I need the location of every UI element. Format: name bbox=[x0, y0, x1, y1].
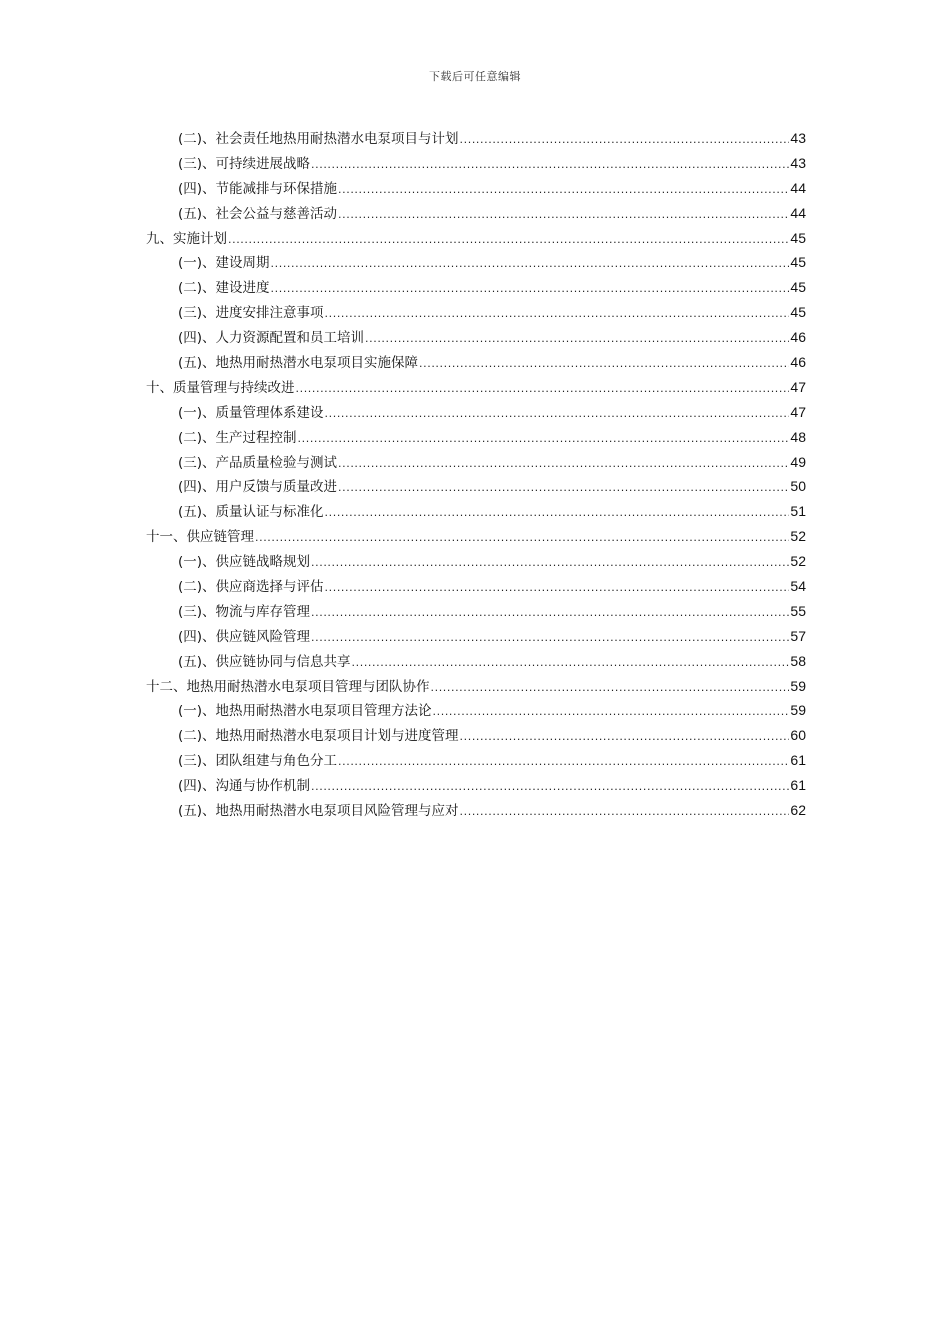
toc-section-entry[interactable] bbox=[146, 350, 806, 375]
toc-entry-page-number: 58 bbox=[790, 652, 806, 669]
toc-entry-label: (四)、人力资源配置和员工培训 bbox=[178, 330, 365, 347]
toc-dot-leader bbox=[338, 452, 789, 477]
toc-dot-leader bbox=[325, 302, 790, 327]
toc-dot-leader bbox=[419, 352, 789, 377]
toc-dot-leader bbox=[255, 526, 789, 551]
toc-entry-label: (一)、供应链战略规划 bbox=[178, 554, 311, 571]
toc-section-entry[interactable] bbox=[146, 748, 806, 773]
toc-entry-page-number: 52 bbox=[790, 528, 806, 545]
toc-section-entry[interactable] bbox=[146, 250, 806, 275]
toc-entry-page-number: 47 bbox=[790, 403, 806, 420]
toc-entry-page-number: 45 bbox=[790, 304, 806, 321]
toc-dot-leader bbox=[271, 277, 790, 302]
toc-dot-leader bbox=[460, 800, 790, 825]
toc-chapter-entry[interactable] bbox=[146, 375, 806, 400]
toc-entry-page-number: 61 bbox=[790, 777, 806, 794]
toc-dot-leader bbox=[311, 153, 789, 178]
toc-section-entry[interactable] bbox=[146, 151, 806, 176]
toc-entry-page-number: 45 bbox=[790, 229, 806, 246]
toc-entry-label: (五)、社会公益与慈善活动 bbox=[178, 205, 338, 222]
toc-entry-label: (二)、建设进度 bbox=[178, 280, 270, 297]
toc-chapter-entry[interactable] bbox=[146, 674, 806, 699]
toc-section-entry[interactable] bbox=[146, 126, 806, 151]
toc-entry-label: 十二、地热用耐热潜水电泵项目管理与团队协作 bbox=[146, 678, 430, 695]
toc-entry-label: (一)、建设周期 bbox=[178, 255, 270, 272]
toc-section-entry[interactable] bbox=[146, 325, 806, 350]
toc-dot-leader bbox=[352, 651, 790, 676]
toc-dot-leader bbox=[271, 252, 790, 277]
toc-entry-page-number: 51 bbox=[790, 503, 806, 520]
toc-entry-page-number: 59 bbox=[790, 677, 806, 694]
toc-entry-page-number: 43 bbox=[790, 130, 806, 146]
toc-entry-label: (三)、物流与库存管理 bbox=[178, 603, 311, 620]
toc-section-entry[interactable] bbox=[146, 723, 806, 748]
toc-section-entry[interactable] bbox=[146, 574, 806, 599]
toc-dot-leader bbox=[311, 601, 789, 626]
toc-dot-leader bbox=[460, 725, 790, 750]
toc-entry-page-number: 45 bbox=[790, 279, 806, 296]
toc-entry-label: (三)、进度安排注意事项 bbox=[178, 305, 324, 322]
toc-chapter-entry[interactable] bbox=[146, 226, 806, 251]
toc-entry-page-number: 55 bbox=[790, 602, 806, 619]
toc-dot-leader bbox=[338, 476, 789, 501]
toc-entry-label: 十一、供应链管理 bbox=[146, 529, 254, 546]
toc-section-entry[interactable] bbox=[146, 275, 806, 300]
toc-entry-label: (二)、生产过程控制 bbox=[178, 429, 297, 446]
toc-entry-label: (五)、地热用耐热潜水电泵项目实施保障 bbox=[178, 355, 419, 372]
toc-section-entry[interactable] bbox=[146, 549, 806, 574]
toc-dot-leader bbox=[431, 676, 790, 701]
page-header-note: 下载后可任意编辑 bbox=[429, 70, 521, 83]
toc-dot-leader bbox=[325, 501, 790, 526]
toc-entry-page-number: 62 bbox=[790, 802, 806, 819]
toc-section-entry[interactable] bbox=[146, 474, 806, 499]
toc-entry-page-number: 43 bbox=[790, 154, 806, 171]
toc-entry-page-number: 46 bbox=[790, 354, 806, 371]
toc-entry-label: (一)、质量管理体系建设 bbox=[178, 404, 324, 421]
toc-entry-label: (五)、质量认证与标准化 bbox=[178, 504, 324, 521]
toc-section-entry[interactable] bbox=[146, 499, 806, 524]
toc-section-entry[interactable] bbox=[146, 698, 806, 723]
toc-section-entry[interactable] bbox=[146, 773, 806, 798]
toc-entry-label: (五)、地热用耐热潜水电泵项目风险管理与应对 bbox=[178, 803, 459, 820]
toc-dot-leader bbox=[296, 377, 790, 402]
toc-section-entry[interactable] bbox=[146, 624, 806, 649]
toc-entry-page-number: 60 bbox=[790, 727, 806, 744]
toc-dot-leader bbox=[325, 576, 790, 601]
toc-dot-leader bbox=[338, 750, 789, 775]
toc-section-entry[interactable] bbox=[146, 176, 806, 201]
toc-dot-leader bbox=[311, 551, 789, 576]
toc-dot-leader bbox=[325, 402, 790, 427]
toc-dot-leader bbox=[311, 626, 789, 651]
toc-entry-page-number: 52 bbox=[790, 553, 806, 570]
toc-entry-page-number: 45 bbox=[790, 254, 806, 271]
toc-entry-page-number: 44 bbox=[790, 179, 806, 196]
toc-dot-leader bbox=[365, 327, 789, 352]
toc-entry-label: (四)、节能减排与环保措施 bbox=[178, 180, 338, 197]
toc-entry-label: (五)、供应链协同与信息共享 bbox=[178, 653, 351, 670]
toc-dot-leader bbox=[338, 203, 789, 228]
table-of-contents bbox=[146, 126, 806, 823]
toc-entry-page-number: 44 bbox=[790, 204, 806, 221]
toc-dot-leader bbox=[228, 228, 789, 253]
toc-entry-page-number: 59 bbox=[790, 702, 806, 719]
toc-entry-page-number: 48 bbox=[790, 428, 806, 445]
toc-entry-label: (三)、产品质量检验与测试 bbox=[178, 454, 338, 471]
toc-dot-leader bbox=[298, 427, 790, 452]
toc-section-entry[interactable] bbox=[146, 599, 806, 624]
toc-section-entry[interactable] bbox=[146, 201, 806, 226]
toc-section-entry[interactable] bbox=[146, 300, 806, 325]
toc-entry-label: (三)、可持续进展战略 bbox=[178, 155, 311, 172]
toc-entry-page-number: 49 bbox=[790, 453, 806, 470]
toc-entry-label: (四)、用户反馈与质量改进 bbox=[178, 479, 338, 496]
toc-dot-leader bbox=[433, 700, 790, 725]
toc-section-entry[interactable] bbox=[146, 450, 806, 475]
toc-section-entry[interactable] bbox=[146, 425, 806, 450]
toc-dot-leader bbox=[338, 178, 789, 203]
toc-entry-label: (四)、供应链风险管理 bbox=[178, 628, 311, 645]
toc-entry-page-number: 50 bbox=[790, 478, 806, 495]
toc-dot-leader bbox=[311, 775, 789, 800]
toc-section-entry[interactable] bbox=[146, 798, 806, 823]
toc-entry-page-number: 54 bbox=[790, 578, 806, 595]
toc-entry-page-number: 57 bbox=[790, 627, 806, 644]
toc-entry-label: (四)、沟通与协作机制 bbox=[178, 778, 311, 795]
toc-chapter-entry[interactable] bbox=[146, 524, 806, 549]
toc-entry-label: (一)、地热用耐热潜水电泵项目管理方法论 bbox=[178, 703, 432, 720]
toc-entry-page-number: 61 bbox=[790, 752, 806, 769]
toc-section-entry[interactable] bbox=[146, 649, 806, 674]
toc-entry-label: (二)、供应商选择与评估 bbox=[178, 579, 324, 596]
toc-section-entry[interactable] bbox=[146, 400, 806, 425]
toc-entry-label: 九、实施计划 bbox=[146, 230, 227, 247]
toc-dot-leader bbox=[460, 128, 790, 153]
toc-entry-label: (二)、地热用耐热潜水电泵项目计划与进度管理 bbox=[178, 728, 459, 745]
toc-entry-page-number: 47 bbox=[790, 378, 806, 395]
toc-entry-page-number: 46 bbox=[790, 329, 806, 346]
toc-entry-label: (二)、社会责任地热用耐热潜水电泵项目与计划 bbox=[178, 131, 459, 147]
toc-entry-label: 十、质量管理与持续改进 bbox=[146, 379, 295, 396]
toc-entry-label: (三)、团队组建与角色分工 bbox=[178, 753, 338, 770]
